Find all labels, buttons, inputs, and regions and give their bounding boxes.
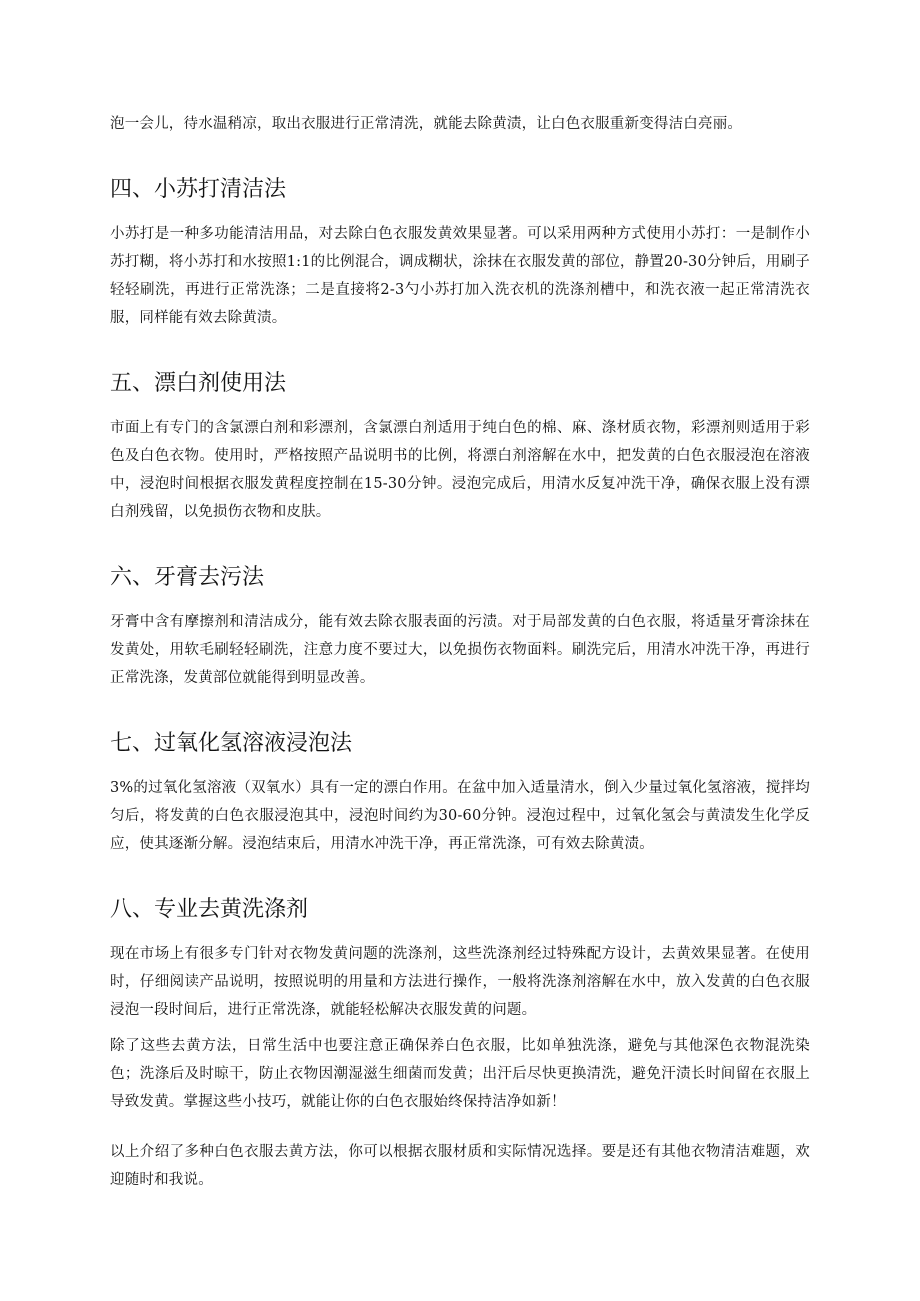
section-paragraph: 市面上有专门的含氯漂白剂和彩漂剂，含氯漂白剂适用于纯白色的棉、麻、涤材质衣物，彩漂剂则适用于彩色及白色衣物。使用时，严格按照产品说明书的比例，将漂白剂溶解在水中，把发黄的白色衣服浸泡在溶液中，浸泡时间根据衣服发黄程度控制在15-30分钟。浸泡完成后，用清水反复冲洗干净，确保衣服上没有漂白剂残留，以免损伤衣物和皮肤。	[110, 420, 810, 520]
section-paragraph: 除了这些去黄方法，日常生活中也要注意正确保养白色衣服，比如单独洗涤，避免与其他深色衣物混洗染色；洗涤后及时晾干，防止衣物因潮湿滋生细菌而发黄；出汗后尽快更换清洗，避免汗渍长时间留在衣服上导致发黄。掌握这些小技巧，就能让你的白色衣服始终保持洁净如新！	[110, 1038, 810, 1110]
document-page	[110, 110, 810, 1194]
section-toothpaste	[110, 562, 810, 692]
section-baking-soda	[110, 174, 810, 332]
section-hydrogen-peroxide	[110, 728, 810, 858]
section-detergent	[110, 894, 810, 1116]
section-heading: 七、过氧化氢溶液浸泡法	[110, 731, 353, 756]
section-paragraph: 现在市场上有很多专门针对衣物发黄问题的洗涤剂，这些洗涤剂经过特殊配方设计，去黄效果显著。在使用时，仔细阅读产品说明，按照说明的用量和方法进行操作，一般将洗涤剂溶解在水中，放入发黄的白色衣服浸泡一段时间后，进行正常洗涤，就能轻松解决衣服发黄的问题。	[110, 946, 810, 1018]
section-heading: 六、牙膏去污法	[110, 565, 265, 590]
section-paragraph: 小苏打是一种多功能清洁用品，对去除白色衣服发黄效果显著。可以采用两种方式使用小苏打：一是制作小苏打糊，将小苏打和水按照1:1的比例混合，调成糊状，涂抹在衣服发黄的部位，静置20-30分钟后，用刷子轻轻刷洗，再进行正常洗涤；二是直接将2-3勺小苏打加入洗衣机的洗涤剂槽中，和洗衣液一起正常清洗衣服，同样能有效去除黄渍。	[110, 226, 810, 326]
intro-paragraph: 泡一会儿，待水温稍凉，取出衣服进行正常清洗，就能去除黄渍，让白色衣服重新变得洁白亮丽。	[110, 116, 743, 132]
section-paragraph: 3%的过氧化氢溶液（双氧水）具有一定的漂白作用。在盆中加入适量清水，倒入少量过氧化氢溶液，搅拌均匀后，将发黄的白色衣服浸泡其中，浸泡时间约为30-60分钟。浸泡过程中，过氧化氢会与黄渍发生化学反应，使其逐渐分解。浸泡结束后，用清水冲洗干净，再正常洗涤，可有效去除黄渍。	[110, 780, 810, 852]
closing-paragraph: 以上介绍了多种白色衣服去黄方法，你可以根据衣服材质和实际情况选择。要是还有其他衣物清洁难题，欢迎随时和我说。	[110, 1144, 810, 1188]
section-heading: 四、小苏打清洁法	[110, 177, 287, 202]
section-heading: 八、专业去黄洗涤剂	[110, 897, 309, 922]
section-heading: 五、漂白剂使用法	[110, 371, 287, 396]
section-bleach	[110, 368, 810, 526]
section-paragraph: 牙膏中含有摩擦剂和清洁成分，能有效去除衣服表面的污渍。对于局部发黄的白色衣服，将适量牙膏涂抹在发黄处，用软毛刷轻轻刷洗，注意力度不要过大，以免损伤衣物面料。刷洗完后，用清水冲洗干净，再进行正常洗涤，发黄部位就能得到明显改善。	[110, 614, 810, 686]
